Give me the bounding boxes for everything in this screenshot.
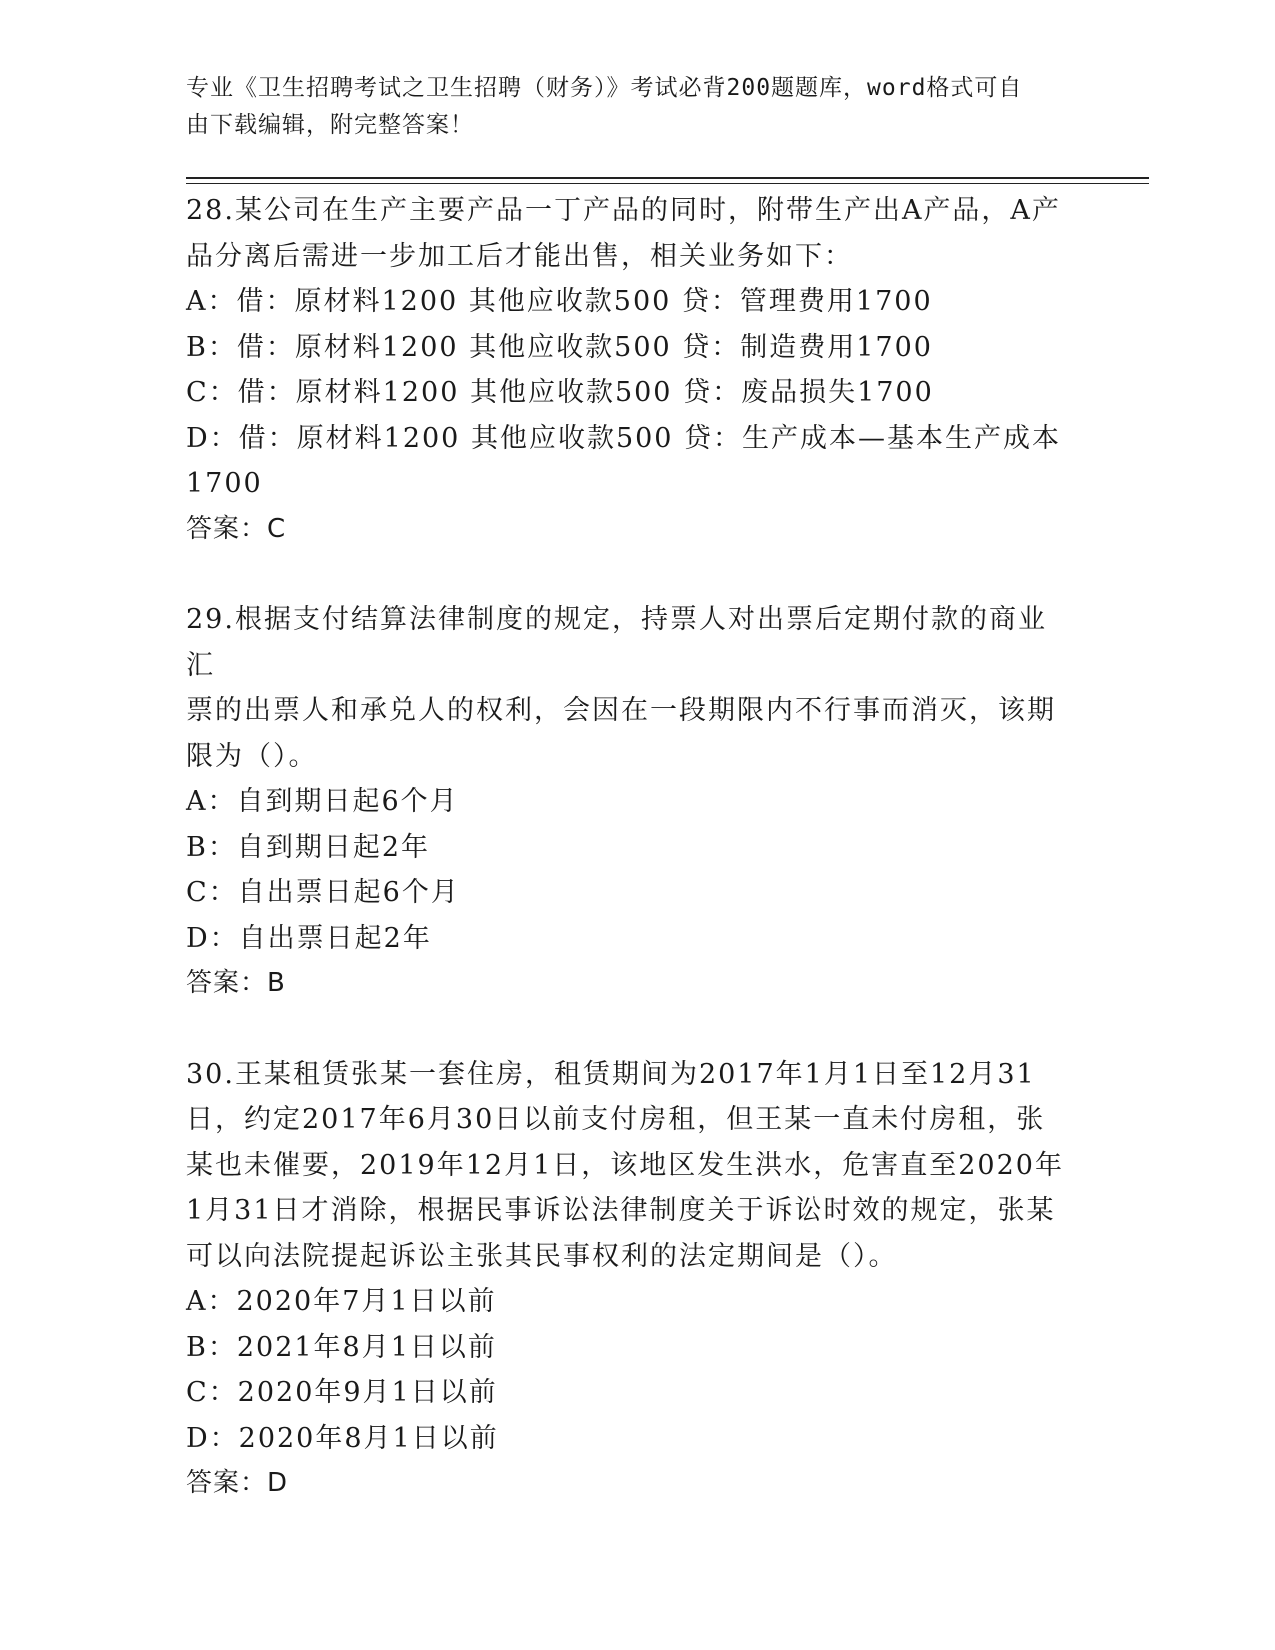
question-30 [186,1052,1066,1507]
option-c: C：自出票日起6个月 [186,877,460,908]
answer: 答案：C [186,513,287,544]
header-divider-thick [186,177,1149,179]
question-stem-line: 日，约定2017年6月30日以前支付房租，但王某一直未付房租，张 [186,1104,1046,1135]
option-d: D：自出票日起2年 [186,922,432,954]
option-a: A：2020年7月1日以前 [186,1286,497,1317]
question-29 [186,597,1066,1007]
question-spacer [186,1007,1066,1052]
option-a: A：借：原材料1200 其他应收款500 贷：管理费用1700 [186,286,933,317]
question-stem-line: 某也未催要，2019年12月1日，该地区发生洪水，危害直至2020年 [186,1149,1064,1181]
question-list [186,188,1066,1507]
question-stem-line: 29.根据支付结算法律制度的规定，持票人对出票后定期付款的商业汇 [186,604,1047,681]
question-28 [186,188,1066,552]
question-stem-line: 30.王某租赁张某一套住房，租赁期间为2017年1月1日至12月31 [186,1058,1036,1090]
option-b: B：自到期日起2年 [186,831,431,863]
document-header [186,70,1066,144]
question-stem-line: 品分离后需进一步加工后才能出售，相关业务如下： [186,240,853,272]
header-divider-thin [186,183,1149,184]
header-line-2: 由下载编辑，附完整答案！ [186,112,474,138]
option-c: C：2020年9月1日以前 [186,1377,498,1408]
answer: 答案：B [186,968,286,998]
answer: 答案：D [186,1468,289,1498]
option-b: B：借：原材料1200 其他应收款500 贷：制造费用1700 [186,331,933,363]
question-stem-line: 28.某公司在生产主要产品一丁产品的同时，附带生产出A产品，A产 [186,195,1061,226]
option-c: C：借：原材料1200 其他应收款500 贷：废品损失1700 [186,377,934,408]
question-stem-line: 可以向法院提起诉讼主张其民事权利的法定期间是（）。 [186,1240,898,1272]
option-d: D：2020年8月1日以前 [186,1422,499,1454]
option-a: A：自到期日起6个月 [186,786,459,817]
question-stem-line: 票的出票人和承兑人的权利，会因在一段期限内不行事而消灭，该期 [186,695,1056,726]
option-d: D：借：原材料1200 其他应收款500 贷：生产成本—基本生产成本 [186,422,1062,454]
header-line-1: 专业《卫生招聘考试之卫生招聘（财务）》考试必背200题题库，word格式可自 [186,75,1023,101]
option-d-continued: 1700 [186,468,263,499]
question-stem-line: 限为（）。 [186,740,318,772]
question-stem-line: 1月31日才消除，根据民事诉讼法律制度关于诉讼时效的规定，张某 [186,1195,1056,1226]
option-b: B：2021年8月1日以前 [186,1331,497,1363]
question-spacer [186,552,1066,597]
